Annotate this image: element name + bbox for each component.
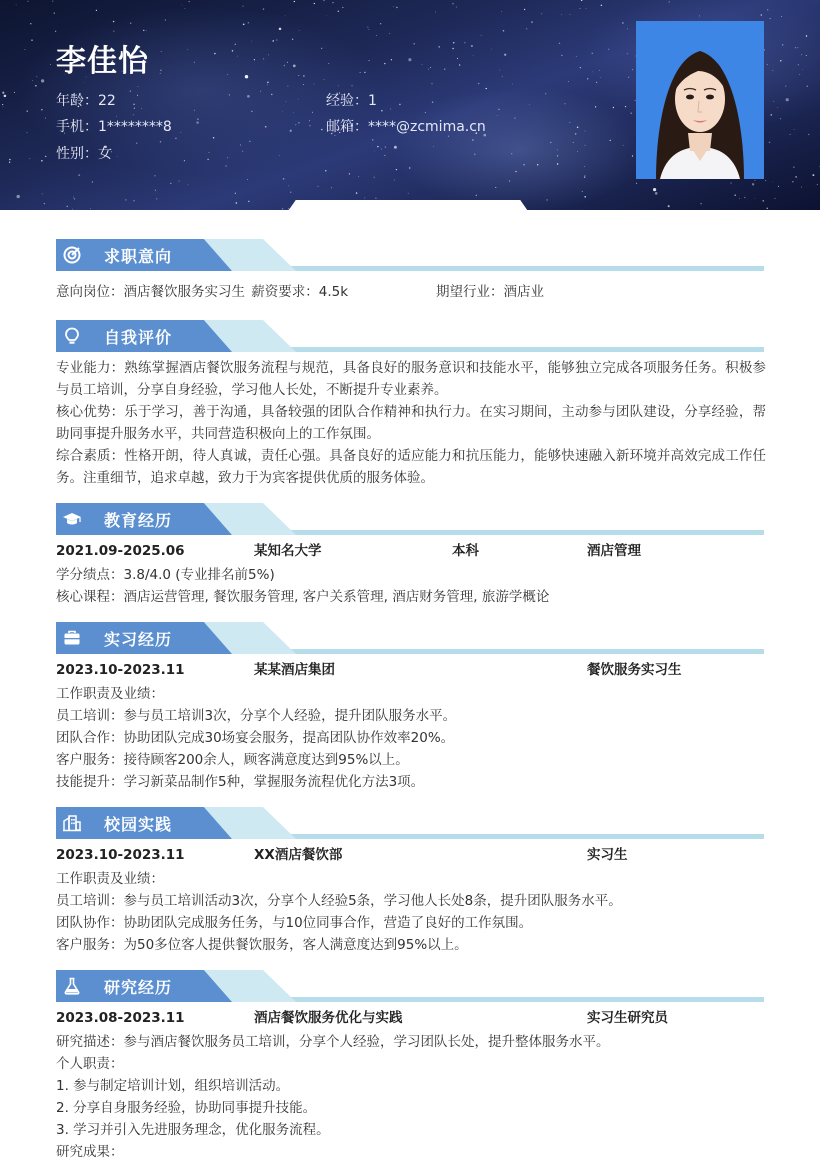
research-line: 研究描述：参与酒店餐饮服务员工培训，分享个人经验，学习团队长处，提升整体服务水平。 <box>56 1034 610 1050</box>
research-line: 3. 学习并引入先进服务理念，优化服务流程。 <box>56 1122 330 1138</box>
gender-field: 性别：女 <box>56 146 112 162</box>
section-header-self <box>56 320 764 352</box>
self-eval-strengths: 核心优势：乐于学习，善于沟通，具备较强的团队合作精神和执行力。在实习期间，主动参与团队建设，分享经验，帮助同事提升服务水平，共同营造积极向上的工作氛围。 <box>56 404 766 442</box>
campus-row <box>56 844 764 866</box>
campus-org: XX酒店餐饮部 <box>254 847 343 863</box>
education-courses: 核心课程：酒店运营管理, 餐饮服务管理, 客户关系管理, 酒店财务管理, 旅游学概论 <box>56 589 550 605</box>
internship-line: 客户服务：接待顾客200余人，顾客满意度达到95%以上。 <box>56 752 409 768</box>
research-line: 2. 分享自身服务经验，协助同事提升技能。 <box>56 1100 317 1116</box>
research-project: 酒店餐饮服务优化与实践 <box>254 1010 403 1026</box>
self-eval-professional: 专业能力：熟练掌握酒店餐饮服务流程与规范，具备良好的服务意识和技能水平，能够独立完成各项服务任务。积极参与员工培训，分享自身经验，学习他人长处，不断提升专业素养。 <box>56 360 766 398</box>
phone-field: 手机：1********8 <box>56 119 172 135</box>
campus-date: 2023.10-2023.11 <box>56 847 185 863</box>
email-field: 邮箱：****@zcmima.cn <box>326 119 486 135</box>
education-row <box>56 540 764 562</box>
header-notch <box>286 200 530 210</box>
resume-header <box>0 0 820 210</box>
internship-line: 技能提升：学习新菜品制作5种，掌握服务流程优化方法3项。 <box>56 774 425 790</box>
intent-salary: 薪资要求：4.5k <box>251 284 349 300</box>
section-title: 求职意向 <box>104 247 173 266</box>
education-date: 2021.09-2025.06 <box>56 543 185 559</box>
section-header-campus <box>56 807 764 839</box>
research-row <box>56 1007 764 1029</box>
education-school: 某知名大学 <box>254 543 322 559</box>
campus-line: 工作职责及业绩： <box>56 871 164 887</box>
campus-line: 团队协作：协助团队完成服务任务，与10位同事合作，营造了良好的工作氛围。 <box>56 915 533 931</box>
internship-line: 团队合作：协助团队完成30场宴会服务，提高团队协作效率20%。 <box>56 730 455 746</box>
internship-row <box>56 659 764 681</box>
candidate-name: 李佳怡 <box>56 44 149 79</box>
section-header-research <box>56 970 764 1002</box>
research-role: 实习生研究员 <box>587 1010 668 1026</box>
section-header-internship <box>56 622 764 654</box>
section-header-education <box>56 503 764 535</box>
intent-industry: 期望行业：酒店业 <box>436 284 544 300</box>
research-line: 个人职责： <box>56 1056 124 1072</box>
flask-icon <box>62 976 82 996</box>
briefcase-icon <box>62 628 82 648</box>
internship-role: 餐饮服务实习生 <box>587 662 682 678</box>
target-icon <box>62 245 82 265</box>
lightbulb-icon <box>62 326 82 346</box>
education-degree: 本科 <box>452 543 479 559</box>
age-field: 年龄：22 <box>56 93 116 109</box>
education-major: 酒店管理 <box>587 543 641 559</box>
campus-role: 实习生 <box>587 847 628 863</box>
intent-line <box>56 281 766 303</box>
campus-line: 客户服务：为50多位客人提供餐饮服务，客人满意度达到95%以上。 <box>56 937 468 953</box>
internship-line: 工作职责及业绩： <box>56 686 164 702</box>
section-title: 自我评价 <box>104 328 173 347</box>
section-title: 校园实践 <box>104 815 173 834</box>
education-gpa: 学分绩点：3.8/4.0 (专业排名前5%) <box>56 567 275 583</box>
research-date: 2023.08-2023.11 <box>56 1010 185 1026</box>
experience-field: 经验：1 <box>326 93 377 109</box>
internship-line: 员工培训：参与员工培训3次，分享个人经验，提升团队服务水平。 <box>56 708 457 724</box>
section-title: 教育经历 <box>104 511 173 530</box>
section-title: 实习经历 <box>104 630 173 649</box>
internship-company: 某某酒店集团 <box>254 662 335 678</box>
self-eval-qualities: 综合素质：性格开朗，待人真诚，责任心强。具备良好的适应能力和抗压能力，能够快速融入新环境并高效完成工作任务。注重细节，追求卓越，致力于为宾客提供优质的服务体验。 <box>56 448 766 486</box>
internship-date: 2023.10-2023.11 <box>56 662 185 678</box>
research-line: 研究成果： <box>56 1144 124 1160</box>
section-header-intent <box>56 239 764 271</box>
profile-photo <box>636 21 764 179</box>
research-line: 1. 参与制定培训计划，组织培训活动。 <box>56 1078 290 1094</box>
graduation-cap-icon <box>62 509 82 529</box>
intent-position: 意向岗位：酒店餐饮服务实习生 <box>56 284 245 300</box>
campus-line: 员工培训：参与员工培训活动3次，分享个人经验5条，学习他人长处8条，提升团队服务水平。 <box>56 893 622 909</box>
building-icon <box>62 813 82 833</box>
section-title: 研究经历 <box>104 978 173 997</box>
